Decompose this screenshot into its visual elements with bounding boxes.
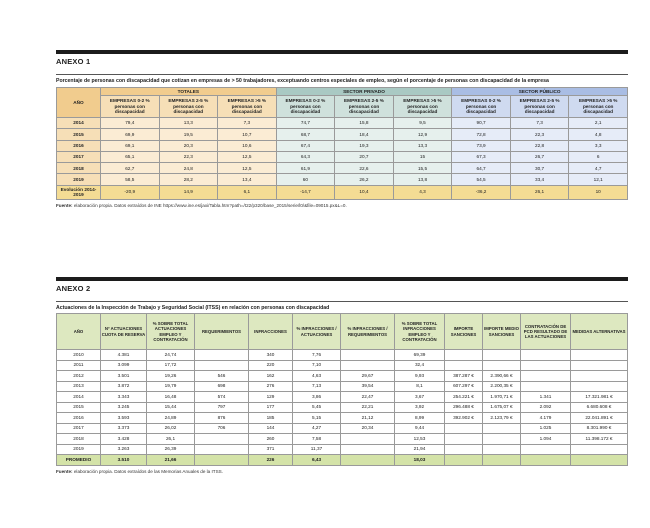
subheader-5: EMPRESAS 2-5 % personas con discapacidad [335, 96, 394, 118]
value-cell: 69,39 [395, 350, 445, 361]
column-header: % INFRACCIONES / ACTUACIONES [293, 314, 341, 350]
annex-1-source [56, 203, 628, 208]
value-cell: 10,6 [218, 140, 277, 151]
value-cell: 64,7 [452, 163, 511, 174]
value-cell: 12,53 [395, 434, 445, 445]
value-cell: 62,7 [101, 163, 160, 174]
value-cell: 26,7 [510, 151, 569, 162]
group-header-totales: TOTALES [101, 88, 277, 96]
value-cell: 67,3 [452, 151, 511, 162]
value-cell [195, 360, 249, 371]
column-header: INFRACCIONES [249, 314, 293, 350]
value-cell: 7,76 [293, 350, 341, 361]
value-cell: 28,2 [159, 174, 218, 185]
column-header: MEDIDAS ALTERNATIVAS [571, 314, 628, 350]
value-cell: 22.041.891 € [571, 413, 628, 424]
value-cell [341, 434, 395, 445]
value-cell [445, 360, 483, 371]
value-cell: 39,54 [341, 381, 395, 392]
column-header: CONTRATACIÓN DE PCD RESULTADO DE LAS ACTUACIONES [521, 314, 571, 350]
column-header: % INFRACCIONES / REQUERIMIENTOS [341, 314, 395, 350]
value-cell: 22,3 [510, 129, 569, 140]
value-cell: 574 [195, 392, 249, 403]
evolution-value: 26,1 [510, 185, 569, 199]
value-cell: 7,3 [510, 118, 569, 129]
subheader-6: EMPRESAS >5 % personas con discapacidad [393, 96, 452, 118]
year-cell: 2016 [57, 140, 101, 151]
value-cell: 4,8 [569, 129, 628, 140]
table-row [57, 174, 628, 185]
value-cell: 22,8 [510, 140, 569, 151]
value-cell: 7,13 [293, 381, 341, 392]
year-cell: 2012 [57, 371, 101, 382]
value-cell: 67,4 [276, 140, 335, 151]
value-cell: 3,3 [569, 140, 628, 151]
value-cell: 876 [195, 413, 249, 424]
column-header: AÑO [57, 314, 101, 350]
value-cell: 9,5 [393, 118, 452, 129]
annex-2-rule [56, 277, 628, 281]
value-cell: 24,8 [159, 163, 218, 174]
value-cell: 12,5 [218, 163, 277, 174]
value-cell: 3.373 [101, 423, 147, 434]
promedio-label: PROMEDIO [57, 455, 101, 466]
value-cell: 22,6 [335, 163, 394, 174]
value-cell: 15,5 [393, 163, 452, 174]
value-cell: 129 [249, 392, 293, 403]
subheader-3: EMPRESAS >5 % personas con discapacidad [218, 96, 277, 118]
value-cell [341, 350, 395, 361]
year-cell: 2010 [57, 350, 101, 361]
evolution-value: 10,4 [335, 185, 394, 199]
table-row [57, 163, 628, 174]
value-cell: 24,89 [147, 413, 195, 424]
value-cell: 65,1 [101, 151, 160, 162]
value-cell: 74,7 [276, 118, 335, 129]
promedio-value: 21,66 [147, 455, 195, 466]
annex-1-title: ANEXO 1 [56, 57, 91, 66]
value-cell [521, 360, 571, 371]
value-cell [341, 444, 395, 455]
value-cell: 546 [195, 371, 249, 382]
value-cell: 8,1 [395, 381, 445, 392]
value-cell: 90,7 [452, 118, 511, 129]
value-cell: 3,92 [395, 402, 445, 413]
table-row [57, 423, 628, 434]
column-header: REQUERIMIENTOS [195, 314, 249, 350]
value-cell: 17,72 [147, 360, 195, 371]
value-cell: 22,21 [341, 402, 395, 413]
value-cell: 4.179 [521, 413, 571, 424]
annex-2-source-label: Fuente: [56, 468, 73, 474]
value-cell [571, 350, 628, 361]
annex-2-caption: Actuaciones de la Inspección de Trabajo y Seguridad Social (ITSS) en relación con personas con discapacidad [56, 305, 330, 311]
annex-2-title: ANEXO 2 [56, 284, 91, 293]
value-cell: 296.488 € [445, 402, 483, 413]
value-cell [571, 360, 628, 371]
evolution-value: -36,2 [452, 185, 511, 199]
subheader-1: EMPRESAS 0-2 % personas con discapacidad [101, 96, 160, 118]
value-cell: 19,3 [335, 140, 394, 151]
value-cell: 22,47 [341, 392, 395, 403]
value-cell: 2.092 [521, 402, 571, 413]
value-cell: 12,1 [569, 174, 628, 185]
year-cell: 2013 [57, 381, 101, 392]
annex-1 [56, 50, 628, 208]
value-cell: 8.301.990 € [571, 423, 628, 434]
year-cell: 2017 [57, 423, 101, 434]
annex-1-source-text: elaboración propia. Datos extraídos de INE https://www.ine.es/jaxi/Tabla.htm?path=/t22/p320/base_2015/serie/l0/&file=09015.px&L=0. [72, 202, 347, 208]
evolution-value: 4,3 [393, 185, 452, 199]
table-row [57, 381, 628, 392]
table-row [57, 392, 628, 403]
promedio-value: 6,43 [293, 455, 341, 466]
value-cell: 30,7 [510, 163, 569, 174]
table-row [57, 129, 628, 140]
value-cell [521, 371, 571, 382]
year-cell: 2018 [57, 163, 101, 174]
year-cell: 2015 [57, 129, 101, 140]
table-row [57, 413, 628, 424]
value-cell: 54,5 [452, 174, 511, 185]
table-row [57, 151, 628, 162]
evolution-value: 14,9 [159, 185, 218, 199]
value-cell: 72,8 [452, 129, 511, 140]
value-cell: 64,3 [276, 151, 335, 162]
column-header: IMPORTE SANCIONES [445, 314, 483, 350]
year-cell: 2014 [57, 392, 101, 403]
value-cell: 19,5 [159, 129, 218, 140]
value-cell: 17.321.981 € [571, 392, 628, 403]
value-cell: 254.221 € [445, 392, 483, 403]
value-cell: 58,5 [101, 174, 160, 185]
value-cell: 79,4 [101, 118, 160, 129]
year-cell: 2015 [57, 402, 101, 413]
evolution-value: 10 [569, 185, 628, 199]
subheader-9: EMPRESAS >5 % personas con discapacidad [569, 96, 628, 118]
subheader-7: EMPRESAS 0-2 % personas con discapacidad [452, 96, 511, 118]
value-cell [571, 381, 628, 392]
value-cell: 2.200,35 € [483, 381, 521, 392]
value-cell: 3.872 [101, 381, 147, 392]
value-cell [483, 350, 521, 361]
value-cell: 68,7 [276, 129, 335, 140]
value-cell: 11,37 [293, 444, 341, 455]
value-cell: 13,3 [159, 118, 218, 129]
year-cell: 2014 [57, 118, 101, 129]
value-cell: 32,4 [395, 360, 445, 371]
value-cell: 21,12 [341, 413, 395, 424]
year-header: AÑO [57, 88, 101, 118]
value-cell [483, 444, 521, 455]
annex-1-source-label: Fuente: [56, 202, 73, 208]
value-cell: 20,34 [341, 423, 395, 434]
group-header-private: SECTOR PRIVADO [276, 88, 452, 96]
value-cell: 5,15 [293, 413, 341, 424]
annex-1-divider [56, 74, 628, 75]
value-cell: 4,7 [569, 163, 628, 174]
value-cell [483, 360, 521, 371]
evolution-value: -20,9 [101, 185, 160, 199]
value-cell: 3.501 [101, 371, 147, 382]
table-row [57, 434, 628, 445]
value-cell: 15,8 [335, 118, 394, 129]
value-cell [195, 434, 249, 445]
value-cell: 2.123,79 € [483, 413, 521, 424]
value-cell [521, 444, 571, 455]
subheader-8: EMPRESAS 2-5 % personas con discapacidad [510, 96, 569, 118]
value-cell [445, 423, 483, 434]
value-cell: 12,9 [393, 129, 452, 140]
table-row [57, 350, 628, 361]
value-cell: 260 [249, 434, 293, 445]
value-cell: 3.428 [101, 434, 147, 445]
disability-percentage-table [56, 87, 628, 200]
column-header: Nº ACTUACIONES CUOTA DE RESERVA [101, 314, 147, 350]
value-cell: 18,4 [335, 129, 394, 140]
value-cell: 1.094 [521, 434, 571, 445]
value-cell: 73,9 [452, 140, 511, 151]
value-cell: 60 [276, 174, 335, 185]
value-cell: 26,2 [335, 174, 394, 185]
year-cell: 2016 [57, 413, 101, 424]
promedio-value: 226 [249, 455, 293, 466]
value-cell: 22,3 [159, 151, 218, 162]
value-cell: 9,93 [395, 371, 445, 382]
year-cell: 2017 [57, 151, 101, 162]
value-cell: 371 [249, 444, 293, 455]
value-cell: 7,10 [293, 360, 341, 371]
value-cell: 29,67 [341, 371, 395, 382]
value-cell: 12,5 [218, 151, 277, 162]
value-cell [483, 434, 521, 445]
value-cell: 7,3 [218, 118, 277, 129]
value-cell: 5,45 [293, 402, 341, 413]
value-cell: 1.970,71 € [483, 392, 521, 403]
value-cell: 2,1 [569, 118, 628, 129]
value-cell: 3.099 [101, 360, 147, 371]
value-cell: 607.297 € [445, 381, 483, 392]
annex-2-source [56, 469, 628, 474]
value-cell: 797 [195, 402, 249, 413]
value-cell: 13,4 [218, 174, 277, 185]
promedio-value [445, 455, 483, 466]
value-cell: 11.398.172 € [571, 434, 628, 445]
value-cell: 24,74 [147, 350, 195, 361]
promedio-value: 3.510 [101, 455, 147, 466]
value-cell: 3.263 [101, 444, 147, 455]
value-cell: 15 [393, 151, 452, 162]
table-row [57, 118, 628, 129]
value-cell: 162 [249, 371, 293, 382]
evolution-label: Evolución 2014-2019 [57, 185, 101, 199]
value-cell: 3.245 [101, 402, 147, 413]
promedio-value [341, 455, 395, 466]
value-cell: 220 [249, 360, 293, 371]
value-cell: 21,94 [395, 444, 445, 455]
promedio-value [483, 455, 521, 466]
value-cell: 1.675,07 € [483, 402, 521, 413]
value-cell: 3.593 [101, 413, 147, 424]
value-cell: 1.341 [521, 392, 571, 403]
table-row [57, 140, 628, 151]
value-cell [571, 371, 628, 382]
year-cell: 2018 [57, 434, 101, 445]
value-cell: 2.390,66 € [483, 371, 521, 382]
value-cell [195, 444, 249, 455]
value-cell: 7,58 [293, 434, 341, 445]
evolution-value: -14,7 [276, 185, 335, 199]
value-cell: 3.343 [101, 392, 147, 403]
column-header: % SOBRE TOTAL ACTUACIONES EMPLEO Y CONTRATACIÓN [147, 314, 195, 350]
subheader-2: EMPRESAS 2-5 % personas con discapacidad [159, 96, 218, 118]
annex-1-rule [56, 50, 628, 54]
subheader-4: EMPRESAS 0-2 % personas con discapacidad [276, 96, 335, 118]
value-cell: 4,27 [293, 423, 341, 434]
year-cell: 2019 [57, 174, 101, 185]
table-row [57, 444, 628, 455]
value-cell [483, 423, 521, 434]
value-cell: 4.381 [101, 350, 147, 361]
promedio-value [521, 455, 571, 466]
value-cell: 698 [195, 381, 249, 392]
value-cell: 15,44 [147, 402, 195, 413]
table-row [57, 360, 628, 371]
value-cell: 387.287 € [445, 371, 483, 382]
itss-actions-table [56, 313, 628, 466]
value-cell: 3,86 [293, 392, 341, 403]
promedio-value [195, 455, 249, 466]
value-cell: 13,3 [393, 140, 452, 151]
column-header: % SOBRE TOTAL INFRACCIONES EMPLEO Y CONTRATACIÓN [395, 314, 445, 350]
value-cell: 144 [249, 423, 293, 434]
value-cell: 16,48 [147, 392, 195, 403]
table-row [57, 402, 628, 413]
evolution-value: 6,1 [218, 185, 277, 199]
value-cell: 69,9 [101, 129, 160, 140]
value-cell: 20,3 [159, 140, 218, 151]
promedio-value: 18,03 [395, 455, 445, 466]
year-cell: 2011 [57, 360, 101, 371]
value-cell: 20,7 [335, 151, 394, 162]
value-cell [195, 350, 249, 361]
promedio-row [57, 455, 628, 466]
value-cell: 185 [249, 413, 293, 424]
promedio-value [571, 455, 628, 466]
value-cell: 33,4 [510, 174, 569, 185]
value-cell: 6.680.608 € [571, 402, 628, 413]
value-cell [521, 381, 571, 392]
value-cell [341, 360, 395, 371]
value-cell: 392.902 € [445, 413, 483, 424]
value-cell: 26,02 [147, 423, 195, 434]
value-cell: 26,1 [147, 434, 195, 445]
value-cell [521, 350, 571, 361]
value-cell: 706 [195, 423, 249, 434]
value-cell: 26,39 [147, 444, 195, 455]
value-cell: 69,1 [101, 140, 160, 151]
value-cell [445, 444, 483, 455]
value-cell [445, 434, 483, 445]
evolution-row [57, 185, 628, 199]
value-cell: 6 [569, 151, 628, 162]
value-cell: 4,63 [293, 371, 341, 382]
value-cell: 3,67 [395, 392, 445, 403]
value-cell: 9,44 [395, 423, 445, 434]
annex-2 [56, 277, 628, 474]
value-cell: 10,7 [218, 129, 277, 140]
value-cell: 340 [249, 350, 293, 361]
value-cell [571, 444, 628, 455]
value-cell: 19,79 [147, 381, 195, 392]
group-header-public: SECTOR PÚBLICO [452, 88, 628, 96]
annex-2-source-text: elaboración propia. Datos extraídos de las Memorias Anuales de la ITSS. [72, 468, 223, 474]
value-cell: 19,26 [147, 371, 195, 382]
value-cell [445, 350, 483, 361]
table-row [57, 371, 628, 382]
value-cell: 276 [249, 381, 293, 392]
value-cell: 13,8 [393, 174, 452, 185]
annex-1-caption: Porcentaje de personas con discapacidad que cotizan en empresas de > 50 trabajadores, exceptuando centros especiales de empleo, según el porcentaje de personas con discapacidad de la empresa [56, 78, 549, 84]
value-cell: 8,99 [395, 413, 445, 424]
value-cell: 1.025 [521, 423, 571, 434]
annex-2-divider [56, 301, 628, 302]
value-cell: 177 [249, 402, 293, 413]
year-cell: 2019 [57, 444, 101, 455]
value-cell: 61,9 [276, 163, 335, 174]
column-header: IMPORTE MEDIO SANCIONES [483, 314, 521, 350]
